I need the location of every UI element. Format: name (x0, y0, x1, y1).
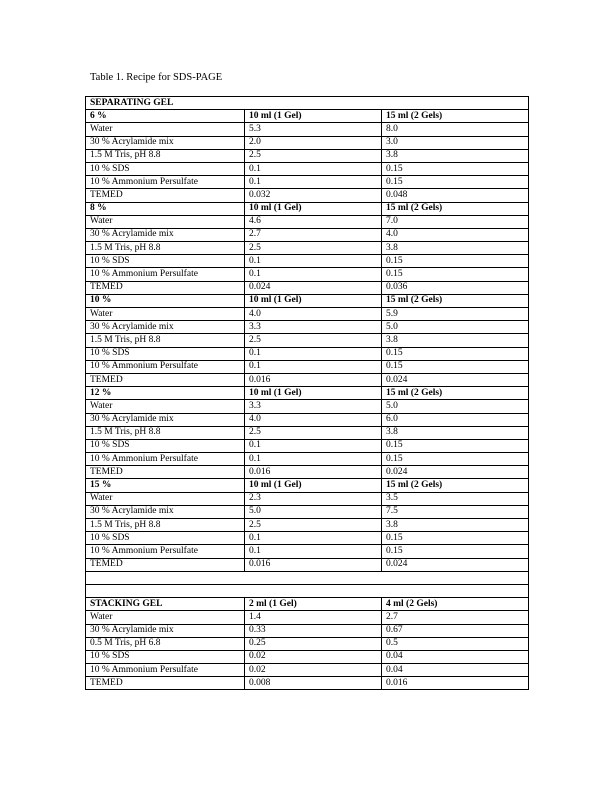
table-cell: 1.5 M Tris, pH 8.8 (86, 334, 245, 347)
table-cell: 0.1 (245, 162, 382, 175)
table-cell: 0.33 (245, 624, 382, 637)
table-cell: 0.1 (245, 453, 382, 466)
table-row (86, 400, 529, 413)
table-row (86, 439, 529, 452)
table-cell: Water (86, 215, 245, 228)
spacer-row (86, 584, 529, 597)
concentration-header-row (86, 202, 529, 215)
table-cell: 0.016 (382, 677, 529, 690)
table-cell: 7.0 (382, 215, 529, 228)
table-cell: 0.016 (245, 466, 382, 479)
table-row (86, 321, 529, 334)
table-cell: 0.5 (382, 637, 529, 650)
table-row (86, 215, 529, 228)
table-cell: 0.024 (382, 373, 529, 386)
table-row (86, 242, 529, 255)
table-cell: 0.1 (245, 268, 382, 281)
table-cell: 0.024 (382, 558, 529, 571)
table-cell: 0.25 (245, 637, 382, 650)
table-cell: Water (86, 308, 245, 321)
table-row (86, 162, 529, 175)
table-cell: 0.024 (245, 281, 382, 294)
table-row (86, 281, 529, 294)
table-row (86, 136, 529, 149)
table-cell: 30 % Acrylamide mix (86, 624, 245, 637)
table-cell: 0.15 (382, 360, 529, 373)
table-row (86, 347, 529, 360)
separating-gel-title-row (86, 97, 529, 110)
table-row (86, 334, 529, 347)
table-row (86, 532, 529, 545)
table-cell: 1.5 M Tris, pH 8.8 (86, 149, 245, 162)
concentration-header-row (86, 387, 529, 400)
table-cell: 5.9 (382, 308, 529, 321)
table-cell: 4.6 (245, 215, 382, 228)
table-cell: 0.1 (245, 360, 382, 373)
stacking-gel-header-row (86, 598, 529, 611)
table-cell: 2.7 (382, 611, 529, 624)
table-row (86, 650, 529, 663)
table-caption: Table 1. Recipe for SDS-PAGE (90, 72, 223, 83)
table-row (86, 426, 529, 439)
table-header-cell: 4 ml (2 Gels) (382, 598, 529, 611)
table-cell: 3.5 (382, 492, 529, 505)
table-cell: 4.0 (245, 308, 382, 321)
table-row (86, 413, 529, 426)
table-cell: 10 % SDS (86, 439, 245, 452)
table-cell: 3.8 (382, 334, 529, 347)
table-cell: TEMED (86, 281, 245, 294)
table-cell: 0.15 (382, 255, 529, 268)
table-cell: 2.5 (245, 426, 382, 439)
table-cell: 0.5 M Tris, pH 6.8 (86, 637, 245, 650)
table-cell: 5.0 (245, 505, 382, 518)
table-cell: 4.0 (245, 413, 382, 426)
table-cell: 10 % Ammonium Persulfate (86, 360, 245, 373)
table-row (86, 255, 529, 268)
separating-gel-title: SEPARATING GEL (86, 97, 529, 110)
table-cell: 5.0 (382, 321, 529, 334)
table-cell: 0.016 (245, 373, 382, 386)
table-cell: 1.4 (245, 611, 382, 624)
table-cell: 3.8 (382, 426, 529, 439)
concentration-header-row (86, 479, 529, 492)
table-cell: 0.1 (245, 255, 382, 268)
table-row (86, 637, 529, 650)
table-header-cell: 10 ml (1 Gel) (245, 479, 382, 492)
table-cell: 10 % Ammonium Persulfate (86, 545, 245, 558)
table-cell: 0.15 (382, 162, 529, 175)
table-cell: TEMED (86, 373, 245, 386)
table-cell: Water (86, 400, 245, 413)
table-header-cell: 2 ml (1 Gel) (245, 598, 382, 611)
table-row (86, 268, 529, 281)
table-cell: 0.016 (245, 558, 382, 571)
spacer-cell (86, 584, 529, 597)
table-cell: 1.5 M Tris, pH 8.8 (86, 426, 245, 439)
table-cell: 2.5 (245, 242, 382, 255)
table-cell: 8.0 (382, 123, 529, 136)
table-cell: 0.02 (245, 664, 382, 677)
table-cell: 30 % Acrylamide mix (86, 136, 245, 149)
table-cell: 6.0 (382, 413, 529, 426)
table-cell: 10 % SDS (86, 162, 245, 175)
table-row (86, 545, 529, 558)
table-header-cell: 6 % (86, 110, 245, 123)
table-header-cell: 10 ml (1 Gel) (245, 110, 382, 123)
table-cell: 2.5 (245, 149, 382, 162)
table-cell: 1.5 M Tris, pH 8.8 (86, 519, 245, 532)
table-header-cell: 15 ml (2 Gels) (382, 294, 529, 307)
table-cell: 30 % Acrylamide mix (86, 413, 245, 426)
table-row (86, 123, 529, 136)
table-cell: 0.15 (382, 439, 529, 452)
table-row (86, 466, 529, 479)
table-cell: 0.02 (245, 650, 382, 663)
table-cell: 30 % Acrylamide mix (86, 228, 245, 241)
table-header-cell: 15 ml (2 Gels) (382, 387, 529, 400)
table-cell: 2.5 (245, 334, 382, 347)
table-row (86, 519, 529, 532)
spacer-row (86, 571, 529, 584)
table-row (86, 611, 529, 624)
table-cell: 1.5 M Tris, pH 8.8 (86, 242, 245, 255)
table-row (86, 228, 529, 241)
table-cell: 3.3 (245, 321, 382, 334)
table-row (86, 677, 529, 690)
concentration-header-row (86, 110, 529, 123)
table-header-cell: 15 ml (2 Gels) (382, 479, 529, 492)
table-header-cell: 10 ml (1 Gel) (245, 294, 382, 307)
table-cell: 0.04 (382, 650, 529, 663)
table-cell: 10 % SDS (86, 255, 245, 268)
recipe-table (85, 96, 529, 690)
table-cell: 0.04 (382, 664, 529, 677)
table-cell: 0.048 (382, 189, 529, 202)
table-cell: 0.036 (382, 281, 529, 294)
recipe-table-wrapper (85, 96, 528, 690)
table-cell: Water (86, 611, 245, 624)
table-row (86, 360, 529, 373)
table-cell: 3.0 (382, 136, 529, 149)
table-cell: TEMED (86, 189, 245, 202)
table-cell: 0.1 (245, 532, 382, 545)
table-row (86, 176, 529, 189)
table-row (86, 373, 529, 386)
table-cell: 5.0 (382, 400, 529, 413)
table-cell: 10 % SDS (86, 347, 245, 360)
recipe-table-body (86, 97, 529, 690)
table-cell: 3.8 (382, 149, 529, 162)
table-cell: TEMED (86, 558, 245, 571)
table-cell: 10 % SDS (86, 532, 245, 545)
table-cell: 10 % SDS (86, 650, 245, 663)
table-row (86, 624, 529, 637)
table-cell: 0.15 (382, 268, 529, 281)
table-row (86, 453, 529, 466)
table-cell: 0.67 (382, 624, 529, 637)
table-row (86, 492, 529, 505)
concentration-header-row (86, 294, 529, 307)
table-cell: 0.15 (382, 532, 529, 545)
table-cell: 0.1 (245, 545, 382, 558)
spacer-cell (86, 571, 529, 584)
table-cell: 30 % Acrylamide mix (86, 321, 245, 334)
table-cell: 0.008 (245, 677, 382, 690)
table-cell: 0.1 (245, 176, 382, 189)
table-row (86, 149, 529, 162)
table-cell: 0.032 (245, 189, 382, 202)
table-cell: 3.3 (245, 400, 382, 413)
table-header-cell: STACKING GEL (86, 598, 245, 611)
table-cell: 0.1 (245, 439, 382, 452)
table-cell: 0.15 (382, 545, 529, 558)
table-cell: 3.8 (382, 519, 529, 532)
table-row (86, 664, 529, 677)
table-cell: 2.3 (245, 492, 382, 505)
table-cell: 2.7 (245, 228, 382, 241)
table-cell: 0.1 (245, 347, 382, 360)
table-cell: 0.15 (382, 176, 529, 189)
table-cell: Water (86, 492, 245, 505)
table-cell: 0.15 (382, 347, 529, 360)
table-cell: TEMED (86, 677, 245, 690)
table-cell: 10 % Ammonium Persulfate (86, 453, 245, 466)
table-cell: 2.5 (245, 519, 382, 532)
table-cell: TEMED (86, 466, 245, 479)
table-row (86, 558, 529, 571)
table-row (86, 308, 529, 321)
table-cell: 4.0 (382, 228, 529, 241)
table-cell: 0.024 (382, 466, 529, 479)
table-cell: 10 % Ammonium Persulfate (86, 664, 245, 677)
table-cell: Water (86, 123, 245, 136)
table-cell: 10 % Ammonium Persulfate (86, 268, 245, 281)
table-cell: 0.15 (382, 453, 529, 466)
table-cell: 3.8 (382, 242, 529, 255)
table-header-cell: 15 % (86, 479, 245, 492)
table-header-cell: 8 % (86, 202, 245, 215)
table-header-cell: 10 ml (1 Gel) (245, 202, 382, 215)
table-header-cell: 10 % (86, 294, 245, 307)
table-row (86, 505, 529, 518)
table-row (86, 189, 529, 202)
table-header-cell: 12 % (86, 387, 245, 400)
table-cell: 7.5 (382, 505, 529, 518)
table-header-cell: 10 ml (1 Gel) (245, 387, 382, 400)
table-header-cell: 15 ml (2 Gels) (382, 110, 529, 123)
table-cell: 5.3 (245, 123, 382, 136)
table-cell: 2.0 (245, 136, 382, 149)
table-header-cell: 15 ml (2 Gels) (382, 202, 529, 215)
table-cell: 30 % Acrylamide mix (86, 505, 245, 518)
table-cell: 10 % Ammonium Persulfate (86, 176, 245, 189)
